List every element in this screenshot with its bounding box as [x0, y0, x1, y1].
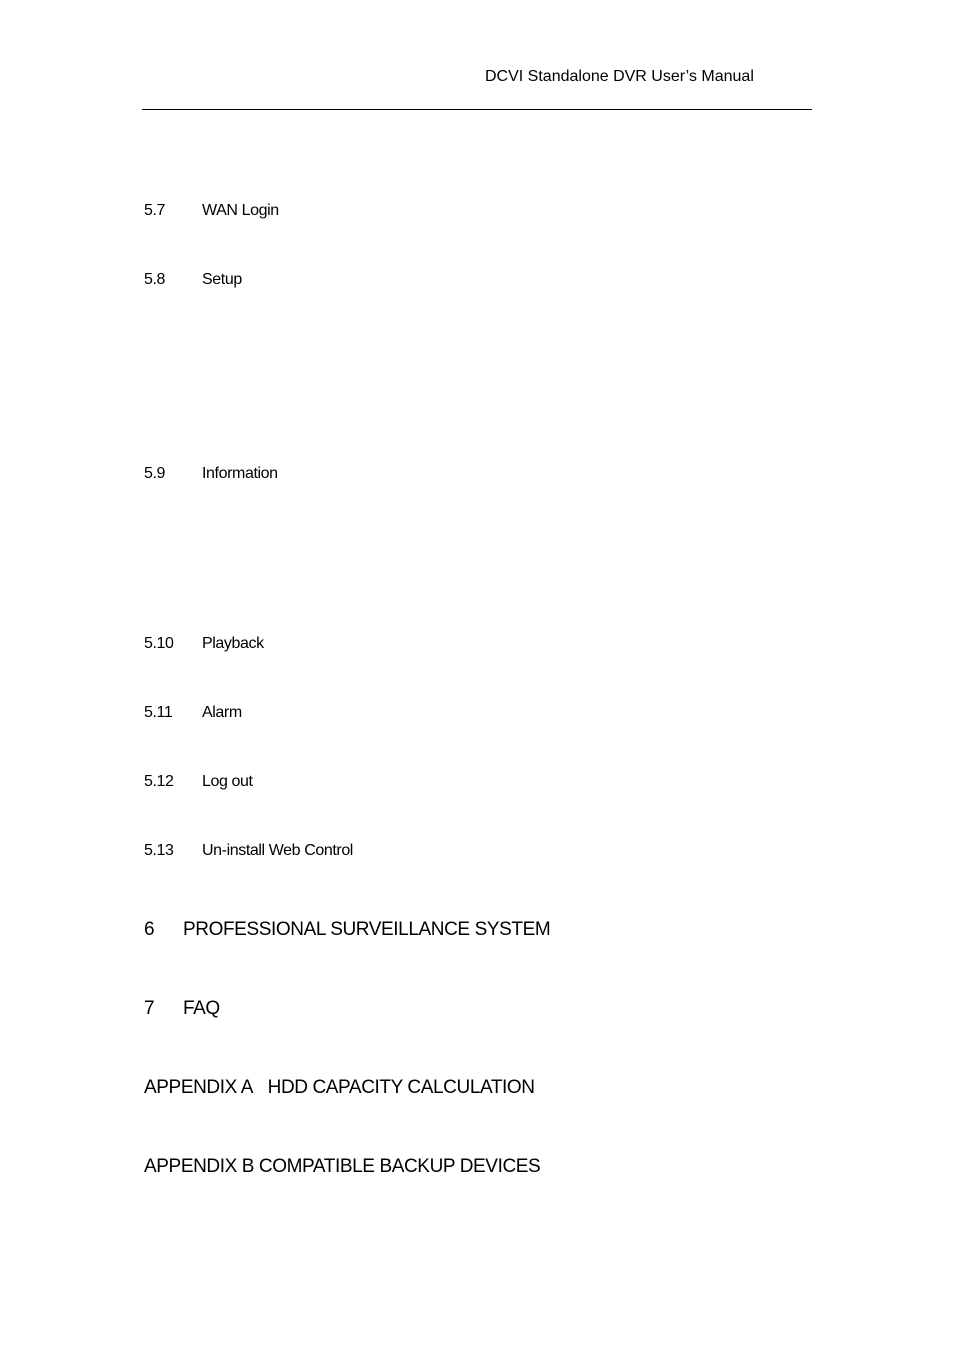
toc-entry-5-8[interactable] [144, 270, 242, 290]
toc-entry-number: 5.10 [144, 635, 174, 652]
toc-entry-title: Un-install Web Control [202, 842, 353, 859]
toc-entry-5-11[interactable] [144, 703, 242, 723]
toc-entry-title: Log out [202, 773, 253, 790]
header-divider [142, 109, 812, 110]
toc-entry-6[interactable] [144, 918, 550, 942]
toc-entry-number: 5.8 [144, 271, 166, 288]
toc-entry-title: PROFESSIONAL SURVEILLANCE SYSTEM [183, 919, 551, 940]
toc-entry-5-13[interactable] [144, 841, 353, 861]
toc-entry-number: 5.7 [144, 202, 166, 219]
toc-entry-appendix-a[interactable] [144, 1076, 535, 1100]
toc-entry-number: 5.12 [144, 773, 174, 790]
toc-entry-number: 5.11 [144, 704, 173, 721]
toc-entry-title: Setup [202, 271, 242, 288]
toc-entry-title: Alarm [202, 704, 242, 721]
toc-entry-number: 7 [144, 998, 155, 1019]
toc-entry-title: Information [202, 465, 278, 482]
toc-entry-title: FAQ [183, 998, 220, 1019]
document-title: DCVI Standalone DVR User’s Manual [485, 68, 754, 85]
toc-entry-title: APPENDIX B COMPATIBLE BACKUP DEVICES [144, 1156, 541, 1177]
toc-entry-5-9[interactable] [144, 464, 278, 484]
toc-entry-7[interactable] [144, 997, 220, 1021]
toc-entry-title: APPENDIX A HDD CAPACITY CALCULATION [144, 1077, 535, 1098]
toc-entry-number: 6 [144, 919, 155, 940]
toc-entry-5-7[interactable] [144, 201, 279, 221]
toc-entry-appendix-b[interactable] [144, 1155, 540, 1179]
toc-entry-title: Playback [202, 635, 264, 652]
toc-entry-5-12[interactable] [144, 772, 253, 792]
toc-entry-number: 5.13 [144, 842, 174, 859]
toc-entry-5-10[interactable] [144, 634, 264, 654]
toc-entry-number: 5.9 [144, 465, 166, 482]
toc-entry-title: WAN Login [202, 202, 279, 219]
